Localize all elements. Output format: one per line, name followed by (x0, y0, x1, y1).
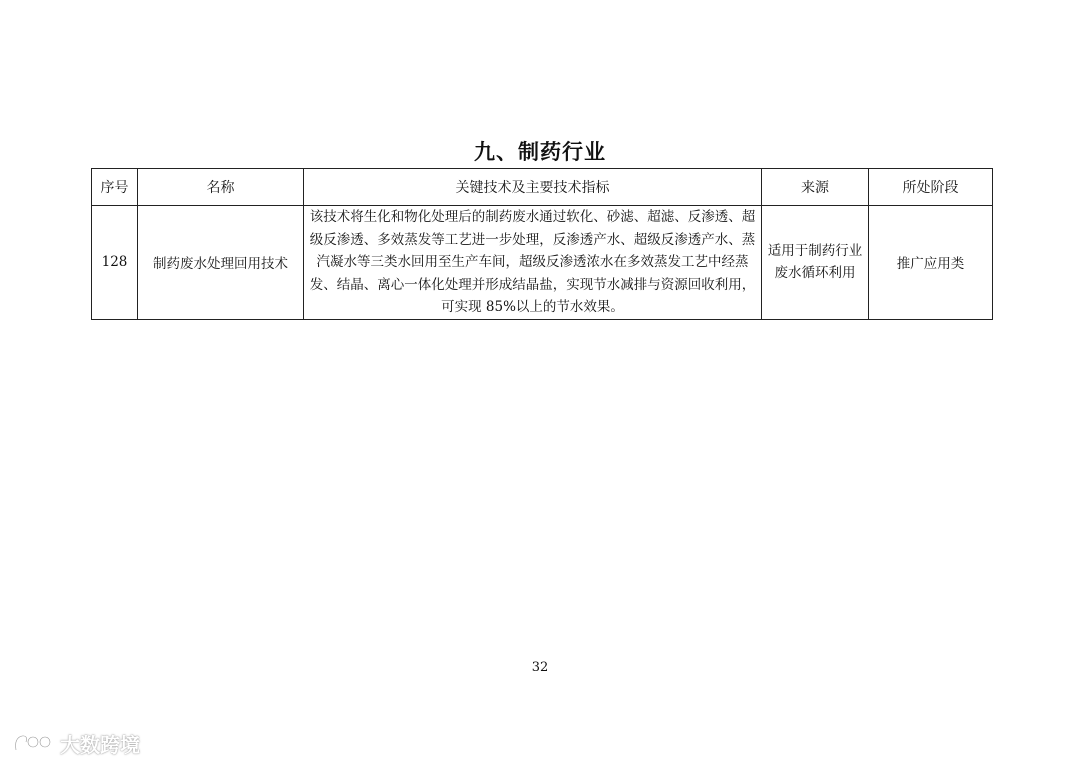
row-name: 制药废水处理回用技术 (138, 206, 304, 320)
header-index: 序号 (92, 169, 138, 206)
page-number: 32 (531, 660, 549, 675)
watermark-text: 大数跨境 (60, 732, 140, 757)
header-technology: 关键技术及主要技术指标 (304, 169, 762, 206)
row-source: 适用于制药行业废水循环利用 (762, 206, 869, 320)
table-row (92, 206, 993, 320)
row-technology: 该技术将生化和物化处理后的制药废水通过软化、砂滤、超滤、反渗透、超级反渗透、多效蒸发等工艺进一步处理，反渗透产水、超级反渗透产水、蒸汽凝水等三类水回用至生产车间，超级反渗透浓水在多效蒸发工艺中经蒸发、结晶、离心一体化处理并形成结晶盐，实现节水减排与资源回收利用，可实现 85%以上的节水效果。 (304, 206, 762, 320)
section-title: 九、制药行业 (474, 140, 606, 164)
watermark (12, 728, 140, 758)
row-index: 128 (92, 206, 138, 320)
header-stage: 所处阶段 (869, 169, 993, 206)
watermark-logo-icon (12, 730, 54, 756)
row-stage: 推广应用类 (869, 206, 993, 320)
header-source: 来源 (762, 169, 869, 206)
header-name: 名称 (138, 169, 304, 206)
technology-table (91, 168, 993, 320)
table-header-row (92, 169, 993, 206)
